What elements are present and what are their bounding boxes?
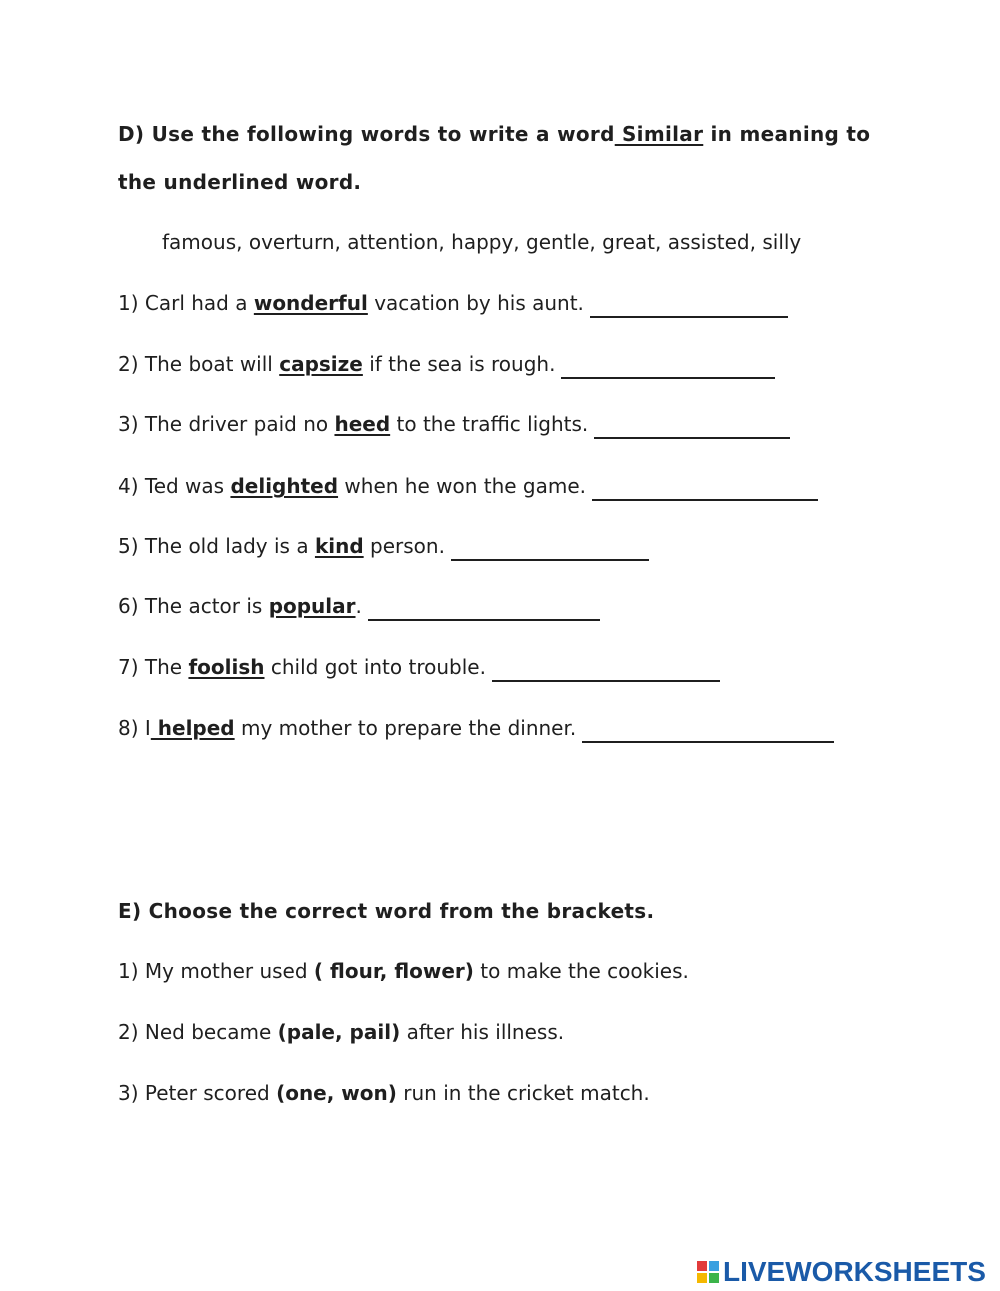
question-text: if the sea is rough. <box>362 352 556 376</box>
answer-input-d4[interactable] <box>592 477 818 501</box>
word-choice[interactable]: (pale, pail) <box>277 1020 401 1044</box>
section-d-keyword: Similar <box>614 122 704 146</box>
section-d-title <box>118 122 870 146</box>
logo-block <box>697 1273 707 1283</box>
underlined-word: popular <box>268 594 356 618</box>
question-text: to make the cookies. <box>473 959 689 983</box>
question-text: to the traffic lights. <box>390 412 589 436</box>
question-text: 4) Ted was <box>118 474 231 498</box>
liveworksheets-logo <box>697 1256 986 1288</box>
question-text: 5) The old lady is a <box>118 534 315 558</box>
underlined-word: foolish <box>188 655 265 679</box>
answer-input-d3[interactable] <box>594 415 790 439</box>
question-text: 1) My mother used <box>118 959 314 983</box>
section-d-title-a: D) Use the following words to write a word <box>118 122 615 146</box>
logo-block <box>697 1261 707 1271</box>
question-text: 8) I <box>118 716 151 740</box>
question-d5 <box>118 534 649 561</box>
question-text: 1) Carl had a <box>118 291 254 315</box>
question-text: after his illness. <box>400 1020 565 1044</box>
question-text: 2) The boat will <box>118 352 280 376</box>
question-e1 <box>118 959 689 983</box>
word-choice[interactable]: ( flour, flower) <box>313 959 474 983</box>
logo-blocks-icon <box>697 1261 719 1283</box>
question-text: 3) The driver paid no <box>118 412 335 436</box>
question-text: run in the cricket match. <box>396 1081 650 1105</box>
underlined-word: wonderful <box>253 291 368 315</box>
word-bank: famous, overturn, attention, happy, gentle, great, assisted, silly <box>162 230 802 254</box>
question-text: my mother to prepare the dinner. <box>234 716 577 740</box>
question-d4 <box>118 474 818 501</box>
question-text: vacation by his aunt. <box>367 291 584 315</box>
question-e2 <box>118 1020 564 1044</box>
section-d-title-line2: the underlined word. <box>118 170 362 194</box>
question-d2 <box>118 352 775 379</box>
answer-input-d5[interactable] <box>451 537 649 561</box>
question-e3 <box>118 1081 650 1105</box>
section-e-title: E) Choose the correct word from the brackets. <box>118 899 655 923</box>
answer-input-d2[interactable] <box>561 355 775 379</box>
question-text: 7) The <box>118 655 189 679</box>
question-d7 <box>118 655 720 682</box>
logo-text: LIVEWORKSHEETS <box>723 1256 986 1287</box>
logo-block <box>709 1273 719 1283</box>
question-d6 <box>118 594 600 621</box>
underlined-word: helped <box>150 716 235 740</box>
underlined-word: kind <box>314 534 364 558</box>
question-d8 <box>118 716 834 743</box>
question-text: 2) Ned became <box>118 1020 278 1044</box>
underlined-word: capsize <box>279 352 363 376</box>
answer-input-d6[interactable] <box>368 597 600 621</box>
underlined-word: heed <box>334 412 391 436</box>
question-text: person. <box>363 534 445 558</box>
answer-input-d1[interactable] <box>590 294 788 318</box>
question-text: 6) The actor is <box>118 594 269 618</box>
question-text: . <box>355 594 362 618</box>
question-text: 3) Peter scored <box>118 1081 277 1105</box>
underlined-word: delighted <box>230 474 339 498</box>
logo-block <box>709 1261 719 1271</box>
question-d3 <box>118 412 790 439</box>
section-d-title-b: in meaning to <box>703 122 871 146</box>
answer-input-d7[interactable] <box>492 658 720 682</box>
question-text: child got into trouble. <box>264 655 486 679</box>
question-d1 <box>118 291 788 318</box>
word-choice[interactable]: (one, won) <box>276 1081 397 1105</box>
question-text: when he won the game. <box>338 474 587 498</box>
answer-input-d8[interactable] <box>582 719 834 743</box>
